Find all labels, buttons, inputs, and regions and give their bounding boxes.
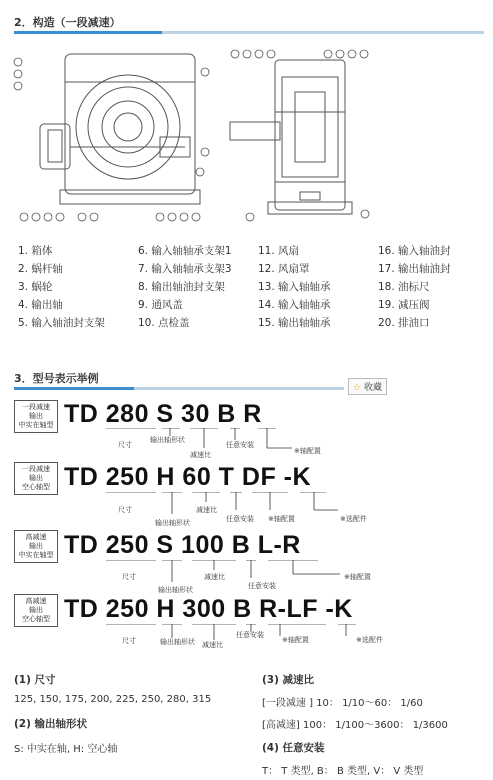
section-2-title: 2．构造（一段减速） — [14, 16, 121, 29]
label-shaft: 输出轴形状 — [160, 638, 195, 646]
label-shaft: 输出轴形状 — [155, 519, 190, 527]
model-4-leader-lines — [90, 624, 360, 648]
mount-values: T： T 类型, B： B 类型, V： V 类型 — [262, 766, 424, 777]
part-item: 2. 蜗杆轴 — [18, 263, 63, 275]
label-mount: 任意安装 — [248, 582, 276, 590]
model-code: TD 250 H 60 T DF -K — [64, 463, 312, 491]
label-shaft-config: ※轴配置 — [268, 515, 295, 523]
part-item: 7. 输入轴轴承支架3 — [138, 263, 232, 275]
model-1-leader-lines — [90, 428, 310, 456]
part-item: 18. 油标尺 — [378, 281, 430, 293]
part-item: 14. 输入轴轴承 — [258, 299, 331, 311]
part-item: 15. 输出轴轴承 — [258, 317, 331, 329]
model-3-leader-lines — [90, 560, 350, 588]
shaft-values: S: 中实在轴, H: 空心轴 — [14, 744, 118, 755]
part-item: 11. 风扇 — [258, 245, 300, 257]
section-3-rule — [14, 387, 344, 390]
label-size: 尺寸 — [118, 506, 132, 514]
model-code: TD 280 S 30 B R — [64, 400, 262, 428]
label-ratio: 减速比 — [190, 451, 211, 459]
label-size: 尺寸 — [122, 573, 136, 581]
shaft-title: (2) 输出轴形状 — [14, 718, 88, 730]
model-code: TD 250 H 300 B R-LF -K — [64, 595, 353, 623]
part-item: 17. 输出轴油封 — [378, 263, 451, 275]
label-shaft-config: ※轴配置 — [344, 573, 371, 581]
label-option: ※选配件 — [340, 515, 367, 523]
size-title: (1) 尺寸 — [14, 674, 56, 686]
model-type-box: 一段减速 输出 空心轴型 — [14, 462, 58, 495]
part-item: 13. 输入轴轴承 — [258, 281, 331, 293]
label-shaft-config: ※轴配置 — [282, 636, 309, 644]
model-2-leader-lines — [90, 492, 350, 520]
label-size: 尺寸 — [122, 637, 136, 645]
label-shaft-config: ※轴配置 — [294, 447, 321, 455]
ratio-title: (3) 减速比 — [262, 674, 315, 686]
label-shaft: 输出轴形状 — [158, 586, 193, 594]
section-3-title: 3．型号表示举例 — [14, 372, 99, 385]
part-item: 1. 箱体 — [18, 245, 53, 257]
model-type-box: 高减速 输出 空心轴型 — [14, 594, 58, 627]
part-item: 6. 输入轴轴承支架1 — [138, 245, 232, 257]
label-size: 尺寸 — [118, 441, 132, 449]
label-mount: 任意安装 — [236, 631, 264, 639]
label-ratio: 减速比 — [196, 506, 217, 514]
part-item: 8. 输出轴油封支架 — [138, 281, 225, 293]
model-code: TD 250 S 100 B L-R — [64, 531, 301, 559]
part-item: 3. 蜗轮 — [18, 281, 53, 293]
favorite-button[interactable] — [348, 378, 387, 395]
label-ratio: 减速比 — [202, 641, 223, 649]
size-values: 125, 150, 175, 200, 225, 250, 280, 315 — [14, 694, 212, 705]
label-option: ※选配件 — [356, 636, 383, 644]
part-item: 10. 点检盖 — [138, 317, 190, 329]
ratio-single: [一段减速 ] 10： 1/10～60： 1/60 — [262, 698, 423, 709]
label-ratio: 减速比 — [204, 573, 225, 581]
label-mount: 任意安装 — [226, 515, 254, 523]
part-item: 9. 通风盖 — [138, 299, 183, 311]
part-item: 4. 输出轴 — [18, 299, 63, 311]
structure-side-view-drawing — [220, 42, 380, 232]
label-mount: 任意安装 — [226, 441, 254, 449]
mount-title: (4) 任意安装 — [262, 742, 325, 754]
model-type-box: 一段减速 输出 中实在轴型 — [14, 400, 58, 433]
star-icon: ☆ — [353, 383, 362, 393]
favorite-label: 收藏 — [363, 383, 382, 393]
part-item: 20. 排油口 — [378, 317, 430, 329]
model-type-box: 高减速 输出 中实在轴型 — [14, 530, 58, 563]
part-item: 5. 输入轴油封支架 — [18, 317, 105, 329]
part-item: 19. 减压阀 — [378, 299, 430, 311]
section-2-rule — [14, 31, 484, 34]
part-item: 12. 风扇罩 — [258, 263, 310, 275]
ratio-high: [高减速] 100： 1/100～3600： 1/3600 — [262, 720, 448, 731]
part-item: 16. 输入轴油封 — [378, 245, 451, 257]
parts-list — [18, 243, 488, 331]
structure-front-view-drawing — [10, 42, 220, 232]
label-shaft: 输出轴形状 — [150, 436, 185, 444]
